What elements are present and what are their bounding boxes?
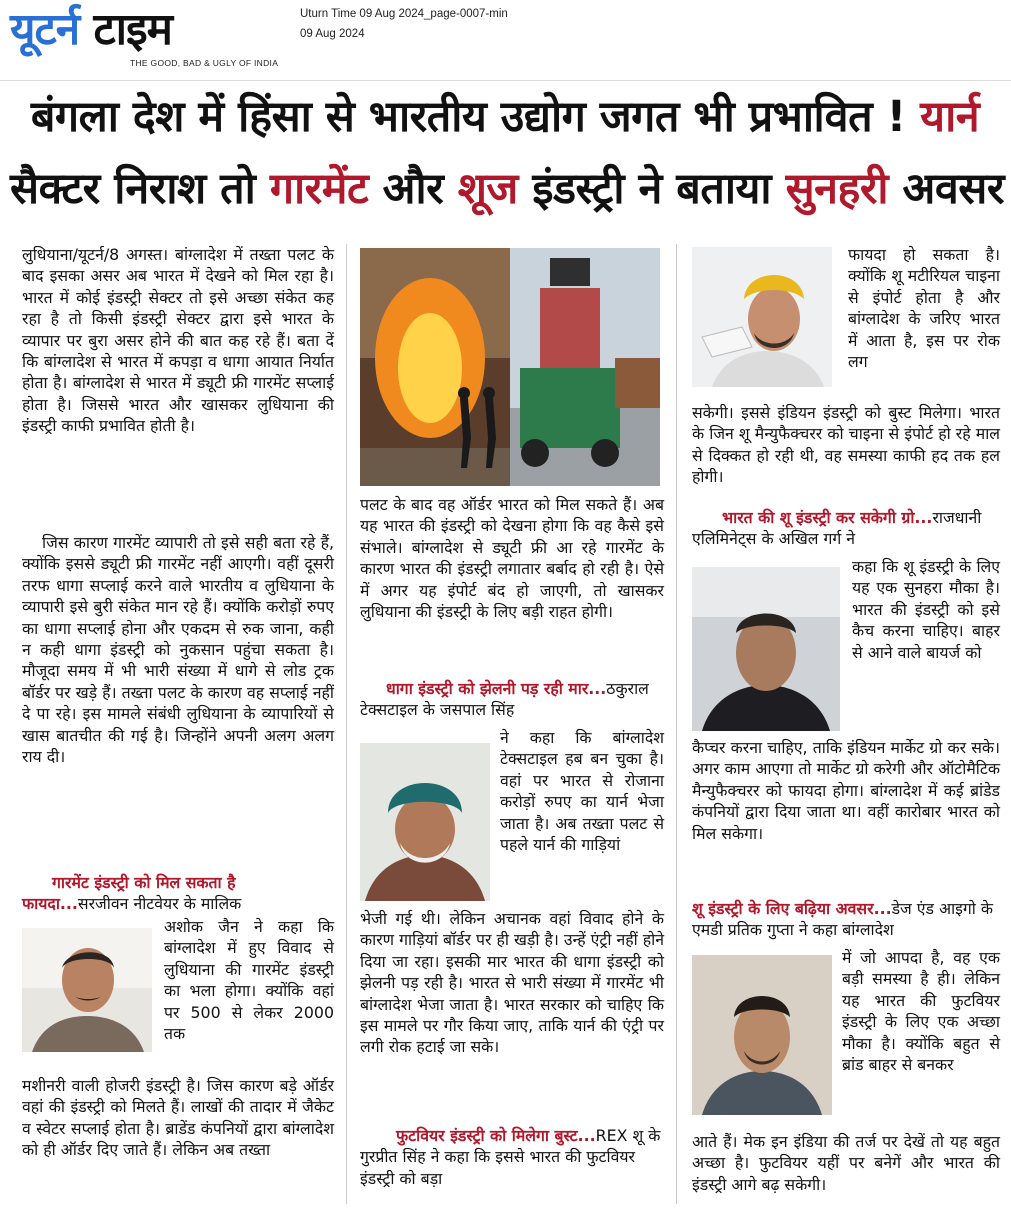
article-col2-para2: ने कहा कि बांग्लादेश टेक्सटाइल हब बन चुका है। वहां पर भारत से रोजाना करोड़ों रुपए का यार्न भेजा जाता है। अब तख्ता पलट से पहले यार्न की गाड़ियां	[500, 728, 664, 855]
headline-line-1	[10, 86, 1000, 148]
subsection-text: राजधानी एलिमिनेट्स के अखिल गर्ग ने	[692, 508, 982, 549]
article-col1-para3: अशोक जैन ने कहा कि बांग्लादेश में हुए विवाद से लुधियाना की गारमेंट इंडस्ट्री का भला होगा। क्योंकि वहां पर 500 से लेकर 2000 तक	[164, 917, 334, 1044]
subsection-text: REX शू के गुरप्रीत सिंह ने कहा कि इससे भारत की फुटवियर इंडस्ट्री को बड़ा	[360, 1126, 661, 1188]
subsection-yarn	[360, 678, 664, 721]
article-col1-para2: जिस कारण गारमेंट व्यापारी तो इसे सही बता रहे हैं, क्योंकि इससे ड्यूटी फ्री गारमेंट नहीं आएगी। वहीं दूसरी तरफ धागा सप्लाई करने वाले भारतीय व लुधियाना के व्यापारी इसे बुरी संकेत मान रहे हैं। क्योंकि करोड़ों रुपए का धागा सप्लाई होना और एकदम से रुक जाना, कही न कही धागा इंडस्ट्री को नुकसान पहुंचा सकता है। मौजूदा समय में भी भारी संख्या में धागे से लोड ट्रक बॉर्डर पर खड़े हैं। तख्ता पलट के कारण वह सप्लाई नहीं दे पा रहे। इस मामले संबंधी लुधियाना के व्यापारियों से खास बातचीत की गई है। जिन्होंने अपनी अलग अलग राय दी।	[22, 533, 334, 767]
photo-pratik-gupta	[692, 955, 832, 1115]
subsection-text: डेज एंड आइगो के एमडी प्रतिक गुप्ता ने कहा बांग्लादेश	[692, 899, 994, 940]
photo-jaspal-singh	[360, 743, 490, 901]
portrait-image	[692, 955, 832, 1115]
photo-bangladesh-violence-container-port	[360, 248, 660, 486]
subsection-heading: फुटवियर इंडस्ट्री को मिलेगा बुस्ट...	[396, 1126, 596, 1145]
article-col3-para6: आते हैं। मेक इन इंडिया की तर्ज पर देखें तो यह बहुत अच्छा है। फुटवियर यहीं पर बनेगें और भारत की इंडस्ट्री आगे बढ़ सकेगी।	[692, 1132, 1000, 1194]
portrait-image	[360, 743, 490, 901]
masthead	[0, 0, 1011, 75]
portrait-image	[692, 247, 832, 387]
tagline: THE GOOD, BAD & UGLY OF INDIA	[130, 58, 279, 68]
subsection-text: ठकुराल टेक्सटाइल के जसपाल सिंह	[360, 679, 649, 720]
article-col3-para5: में जो आपदा है, वह एक बड़ी समस्या है ही। लेकिन यह भारत की फुटवियर इंडस्ट्री के लिए एक अच्छा मौका है। क्योंकि बहुत से ब्रांड बाहर से बनकर	[842, 948, 1000, 1075]
article-col3-para1: फायदा हो सकता है। क्योंकि शू मटीरियल चाइना से इंपोर्ट होता है और बांग्लादेश के जरिए भारत में आता है, इस पर रोक लग	[848, 245, 1000, 372]
news-photo	[360, 248, 660, 486]
headline-highlight: सुनहरी	[785, 164, 889, 214]
photo-gurpreet-singh	[692, 247, 832, 387]
subsection-heading: गारमेंट इंडस्ट्री को मिल सकता है फायदा...	[22, 873, 236, 914]
headline-highlight: शूज	[457, 164, 518, 214]
headline-text: इंडस्ट्री ने बताया	[532, 164, 772, 214]
subsection-text: सरजीवन नीटवेयर के मालिक	[77, 894, 242, 914]
article-col3-para4: कैप्चर करना चाहिए, ताकि इंडियन मार्केट ग्रो कर सके। अगर काम आएगा तो मार्केट ग्रो करेगी और ऑटोमैटिक मैन्युफैक्चरर को फायदा होगा। बांग्लादेश में कई ब्रांडेड कंपनियों द्वारा दिया जाता था। वहीं कारोबार भारत को मिल सकेगा।	[692, 738, 1000, 843]
issue-date: 09 Aug 2024	[300, 28, 365, 40]
headline-text: सैक्टर निराश तो	[10, 164, 256, 214]
subsection-garment	[22, 872, 334, 915]
subsection-heading: भारत की शू इंडस्ट्री कर सकेगी ग्रो...	[722, 508, 933, 527]
article-col1-para1: लुधियाना/यूटर्न/8 अगस्त। बांग्लादेश में तख्ता पलट के बाद इसका असर अब भारत में देखने को मिल रहा है। भारत में कोई इंडस्ट्री सेक्टर तो इसे अच्छा संकेत कह रहा है तो किसी इंडस्ट्री सेक्टर द्वारा इसे भारत के व्यापार पर बुरा असर होने की बात कह रहे हैं। बता दें कि बांग्लादेश से भारत में कपड़ा व धागा आयात निर्यात होता है। बांग्लादेश से भारत में ड्यूटी फ्री गारमेंट सप्लाई होता है। जिससे भारत और खासकर लुधियाना की इंडस्ट्री काफी प्रभावित होती है।	[22, 245, 334, 436]
headline-text: और	[382, 164, 444, 214]
headline-highlight: गारमेंट	[269, 164, 369, 214]
headline-line-2	[10, 158, 1004, 220]
headline-highlight: यार्न	[920, 92, 980, 142]
headline-text: बंगला देश में हिंसा से भारतीय उद्योग जगत भी प्रभावित !	[30, 92, 906, 142]
article-col1-para4: मशीनरी वाली होजरी इंडस्ट्री है। जिस कारण बड़े ऑर्डर वहां की इंडस्ट्री को मिलते हैं। लाखों की तादार में जैकेट व स्वेटर सप्लाई होता है। ब्राडेंड कंपनियों द्वारा बांग्लादेश को ही ऑर्डर दिए जाते हैं। लेकिन अब तख्ता	[22, 1076, 334, 1160]
photo-ashok-jain	[22, 928, 152, 1052]
article-col2-para1: पलट के बाद वह ऑर्डर भारत को मिल सकते हैं। अब यह भारत की इंडस्ट्री को देखना होगा कि वह कैसे इसे संभाले। बांग्लादेश से ड्यूटी फ्री आ रहे गारमेंट के कारण भारत की इंडस्ट्री लगातार बर्बाद हो रही है। ऐसे में अगर यह इंपोर्ट बंद हो जाएगी, तो खासकर लुधियाना की इंडस्ट्री के लिए बड़ी राहत होगी।	[360, 495, 664, 622]
column-divider	[676, 244, 677, 1204]
page-reference: Uturn Time 09 Aug 2024_page-0007-min	[300, 8, 508, 20]
article-col3-para2: सकेगी। इससे इंडियन इंडस्ट्री को बुस्ट मिलेगा। भारत के जिन शू मैन्युफैक्चरर को चाइना से इंपोर्ट हो रहे माल से दिक्कत हो रही थी, वह समस्या काफी हद तक हल होगी।	[692, 403, 1000, 487]
subsection-heading: धागा इंडस्ट्री को झेलनी पड़ रही मार...	[386, 679, 607, 698]
subsection-heading: शू इंडस्ट्री के लिए बढ़िया अवसर...	[692, 899, 892, 918]
headline-text: अवसर	[902, 164, 1004, 214]
article-col3-para3: कहा कि शू इंडस्ट्री के लिए यह एक सुनहरा मौका है। भारत की इंडस्ट्री को इसे कैच करना चाहिए। बाहर से आने वाले बायर्ज को	[852, 557, 1000, 662]
logo-text-part1: यूटर्न	[10, 4, 80, 55]
newspaper-logo	[10, 4, 172, 56]
logo-text-part2: टाइम	[93, 4, 172, 55]
photo-akhil-garg	[692, 567, 840, 731]
subsection-shoe-grow	[692, 507, 1000, 550]
masthead-divider	[0, 80, 1011, 81]
article-col2-para3: भेजी गई थी। लेकिन अचानक वहां विवाद होने के कारण गाड़ियां बॉर्डर पर ही खड़ी है। उन्हें एंट्री नहीं होने दिया जा रहा। इसकी मार भारत की धागा इंडस्ट्री को झेलनी पड़ रही है। भारत से भारी संख्या में गारमेंट भी बांग्लादेश भेजा जाता है। भारत सरकार को चाहिए कि इस मामले पर गौर किया जाए, ताकि यार्न की एंट्री पर लगी रोक हटाई जा सके।	[360, 909, 664, 1057]
subsection-footwear-boost	[360, 1125, 664, 1189]
column-divider	[346, 244, 347, 1204]
subsection-shoe-opportunity	[692, 898, 1000, 941]
portrait-image	[22, 928, 152, 1052]
portrait-image	[692, 567, 840, 731]
